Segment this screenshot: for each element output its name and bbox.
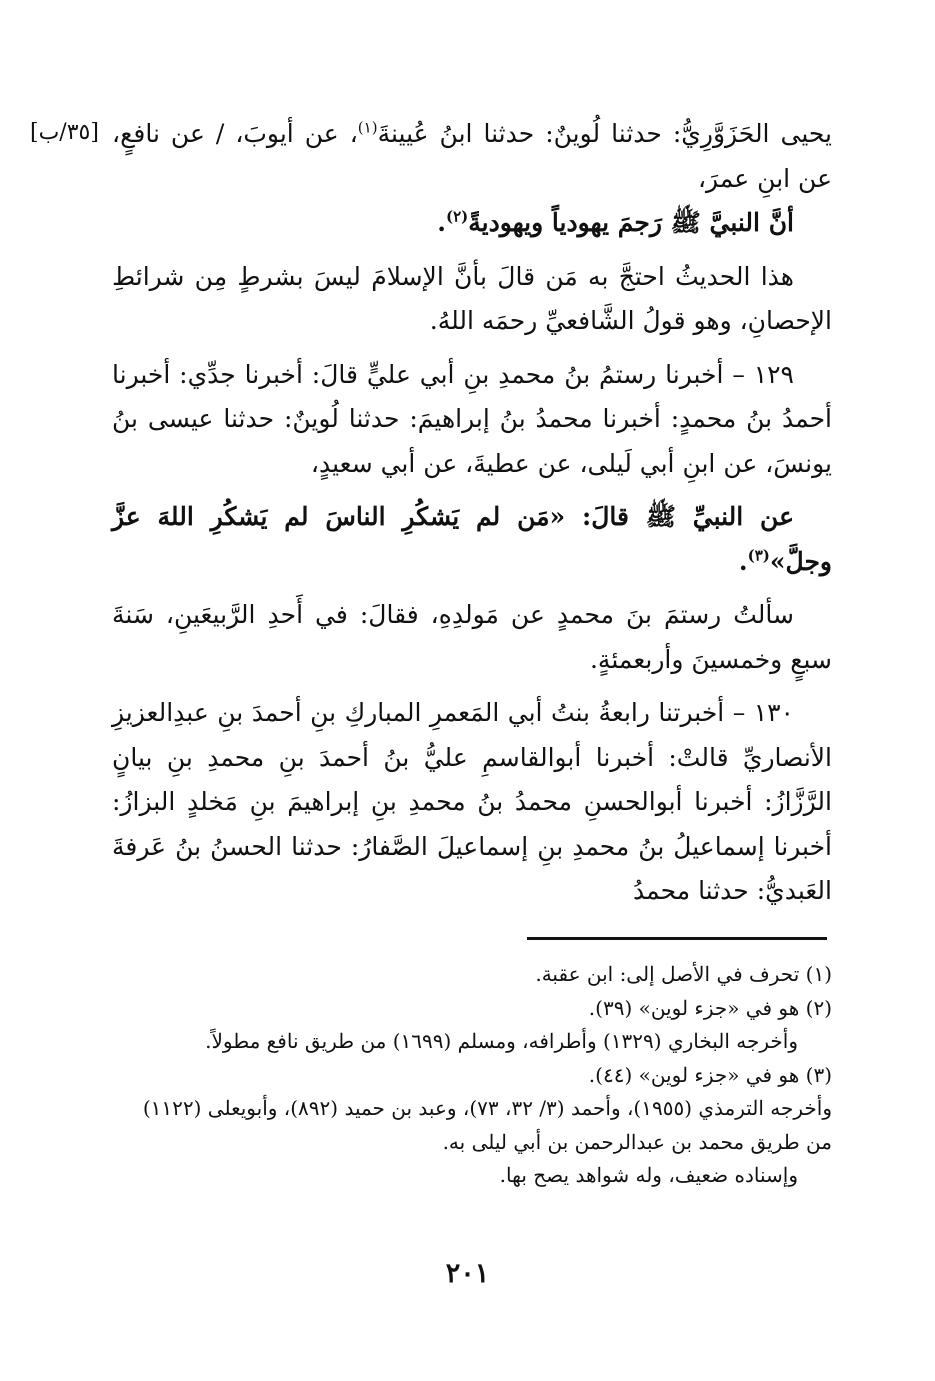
chain-text-start: يحيى الحَزَوَّرِيُّ: حدثنا لُوينٌ: حدثنا ابنُ عُيينةَ: [377, 119, 832, 148]
hadith-2-end: .: [738, 546, 748, 576]
footnote-3: (٣) هو في «جزء لوين» (٤٤).: [588, 1062, 832, 1087]
footnote-separator: [527, 937, 827, 940]
footnotes: [112, 958, 832, 1193]
hadith-text-2: [112, 495, 832, 584]
chain-text-rest: ، عن أيوبَ، / عن نافعٍ، عن ابنِ عمرَ،: [112, 119, 832, 193]
footnote-3-continued: وأخرجه الترمذي (١٩٥٥)، وأحمد (٣/ ٣٢، ٧٣)، وعبد بن حميد (٨٩٢)، وأبويعلى (١١٢٢) من طريق محمد بن عبدالرحمن بن أبي ليلى به.: [142, 1096, 832, 1154]
chain-paragraph-continued: [112, 112, 832, 201]
footnote-2: (٢) هو في «جزء لوين» (٣٩).: [588, 995, 832, 1020]
page-number: ٢٠١: [445, 1258, 490, 1289]
footnote-2-continued: وأخرجه البخاري (١٣٢٩) وأطرافه، ومسلم (١٦٩٩) من طريق نافع مطولاً.: [205, 1029, 798, 1053]
hadith-129-chain: ١٢٩ – أخبرنا رستمُ بنُ محمدِ بنِ أبي عليٍّ قالَ: أخبرنا جدِّي: أخبرنا أحمدُ بنُ محمدٍ: أخبرنا محمدُ بنُ إبراهيمَ: حدثنا لُوينٌ: حدثنا عيسى بنُ يونسَ، عن ابنِ أبي لَيلى، عن عطيةَ، عن أبي سعيدٍ،: [112, 359, 832, 478]
hadith-text-1: [112, 201, 832, 246]
manuscript-folio-reference: [٣٥/ب]: [30, 120, 99, 145]
hadith-2-content: عن النبيِّ ﷺ قالَ: «مَن لم يَشكُرِ الناسَ لم يَشكُرِ اللهَ عزَّ وجلَّ»: [112, 502, 832, 576]
commentary-1: هذا الحديثُ احتجَّ به مَن قالَ بأنَّ الإسلامَ ليسَ بشرطٍ مِن شرائطِ الإحصانِ، وهو قولُ الشَّافعيِّ رحمَه اللهُ.: [112, 261, 832, 335]
footnote-marker-1[interactable]: (١): [357, 118, 378, 137]
hadith-1-end: .: [437, 208, 446, 237]
main-text: [112, 112, 832, 914]
footnote-marker-2[interactable]: (٢): [445, 207, 469, 226]
footnote-1: (١) تحرف في الأصل إلى: ابن عقبة.: [535, 962, 832, 986]
hadith-1-content: أنَّ النبيَّ ﷺ رَجمَ يهودياً ويهوديةً: [468, 208, 794, 237]
footnote-marker-3[interactable]: (٣): [747, 546, 770, 565]
footnote-3-note: وإسناده ضعيف، وله شواهد يصح بها.: [499, 1163, 798, 1187]
commentary-2: سألتُ رستمَ بنَ محمدٍ عن مَولدِهِ، فقالَ: في أَحدِ الرَّبيعَينِ، سَنةَ سبعٍ وخمسينَ وأربعمئةٍ.: [112, 600, 832, 674]
hadith-130-chain: ١٣٠ – أخبرتنا رابعةُ بنتُ أبي المَعمرِ المباركِ بنِ أحمدَ بنِ عبدِالعزيزِ الأنصاريِّ قالتْ: أخبرنا أبوالقاسمِ عليُّ بنُ أحمدَ بنِ محمدِ بنِ بيانٍ الرَّزَّازُ: أخبرنا أبوالحسنِ محمدُ بنُ محمدِ بنِ إبراهيمَ بنِ مَخلدٍ البزازُ: أخبرنا إسماعيلُ بنُ محمدِ بنِ إسماعيلَ الصَّفارُ: حدثنا الحسنُ بنُ عَرفةَ العَبديُّ: حدثنا محمدُ: [112, 698, 832, 905]
